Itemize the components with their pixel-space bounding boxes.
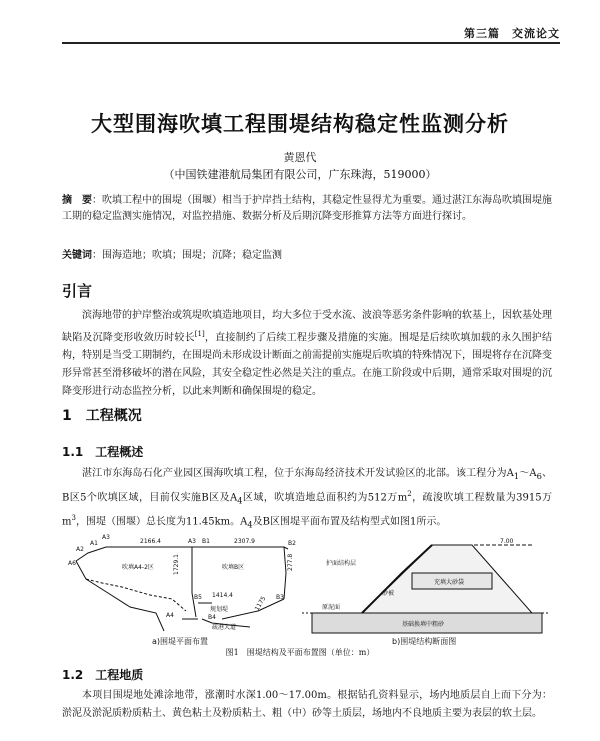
affiliation: （中国铁建港航局集团有限公司，广东珠海，519000） [163,168,437,181]
dim-label: 1414.4 [212,592,233,599]
subcaption-b: b)围堤结构断面图 [392,637,457,645]
subscript: 1 [513,471,520,481]
sandbag-label: 充填大砂袋 [434,579,465,586]
text: ～A [519,468,537,479]
keywords-label: 关键词 [62,250,92,261]
figure-1 [62,533,552,645]
mudline-label: 原泥面 [322,604,341,611]
text: 湛江市东海岛石化产业园区围海吹填工程，位于东海岛经济技术开发试验区的北部。该工程分为A [82,468,514,479]
dim-label: 277.8 [287,553,294,571]
subscript: 6 [536,471,542,481]
paper-title: 大型围海吹填工程围堤结构稳定性监测分析 [91,112,509,136]
abstract [62,193,552,225]
planned-levee-line [86,579,186,611]
point-label: A4 [166,612,174,619]
text: 及B区围堤平面布置及结构型式如图1所示。 [252,516,447,528]
coast-line [76,561,164,631]
subcaption-a: a)围堤平面布置 [152,637,209,645]
geology-paragraph: 本项目围堤地处滩涂地带，涨潮时水深1.00～17.00m。根据钻孔资料显示，场内地质层自上而下分为：淤泥及淤泥质粉质粘土、黄色粘土及粉质粘土、粗（中）砂等土质层，场地内不良地质主要为表层的软土层。 [62,690,552,719]
author: 黄恩代 [283,151,317,164]
dim-label: 2307.9 [234,538,255,545]
outer-levee-line [76,547,288,561]
point-label: A2 [76,546,84,553]
abstract-label: 摘 要 [62,195,92,206]
header-rule [62,42,560,44]
overview-paragraph [62,465,552,534]
armor-label: 护面结构层 [326,560,357,567]
point-label: B2 [288,540,296,547]
text: ，围堤（围堰）总长度为11.45km。A [75,516,248,528]
intro-text-a: 滨海地带的护岸整治或筑堤吹填造地项目，均大多位于受水流、波浪等恶劣条件影响的软基上，因软基处理缺陷及沉降变形收敛历时较长 [62,310,552,344]
road-label: 疏港大道 [212,624,237,631]
point-label: B4 [208,614,216,621]
sandbed-label: 砂被 [382,590,395,597]
point-label: B1 [202,538,210,545]
divider-line [192,547,196,617]
running-header: 第三篇 交流论文 [464,27,560,40]
right-levee-line [284,547,286,599]
text: ，疏浚吹填工程数量为3915万m [62,492,553,528]
dim-label: 1729.1 [173,554,180,575]
keywords [62,246,552,261]
subscript: 4 [237,495,243,506]
section-heading: 1 工程概况 [62,408,142,424]
point-label: A1 [90,540,98,547]
intro-heading: 引言 [62,282,93,300]
point-label: A3 [102,534,110,541]
abstract-text: ：吹填工程中的围堤（围堰）相当于护岸挡土结构，其稳定性显得尤为重要。通过湛江东海岛吹填围堤施工期的稳定监测实施情况，对监控措施、数据分析及后期沉降变形推算方法等方面进行探讨。 [62,195,552,222]
point-label: B3 [276,594,284,601]
cross-section [302,545,550,633]
intro-text-b: ，直接制约了后续工程步骤及措施的实施。围堤是后续吹填加载的永久围护结构，特别是当受工期制约，在围堤尚未形成设计断面之前需提前实施堤后吹填的特殊情况下，围堤将存在沉降变形异常甚至滑移破坏的潜在风险，其安全稳定性必然是关注的重点。在施工阶段或中后期，通常采取对围堤的沉降变形进行动态监控分析，以此来判断和确保围堤的稳定。 [62,332,553,398]
subsection-heading: 1.1 工程概述 [62,445,144,459]
keywords-text: ：围海造地；吹填；围堤；沉降；稳定监测 [92,250,282,261]
superscript: 2 [407,490,412,498]
elevation-label: 7.00 [500,538,514,545]
zone-label: 吹填A4-2区 [122,564,154,571]
figure-caption: 图1 围堤结构及平面布置图（单位：m） [225,648,375,657]
zone-label: 吹填B区 [222,564,245,571]
intro-paragraph [62,307,552,401]
subscript: 4 [247,519,253,530]
subsection-heading: 1.2 工程地质 [62,668,144,682]
text: 区域，吹填造地总面积约为512万m [242,492,408,504]
text: 、B区5个吹填区域，目前仅实施B区及A [62,468,552,504]
point-label: B5 [194,594,202,601]
plan-layout [76,547,288,631]
point-label: A6 [68,560,76,567]
dim-label: 1175 [253,595,268,612]
dim-label: 2166.4 [140,538,161,545]
point-label: A3 [188,538,196,545]
citation-ref: [1] [194,330,205,338]
superscript: 3 [71,514,76,523]
planned-levee-label: 规划堤 [210,606,229,613]
foundation-label: 基础换填中粗砂 [402,621,445,628]
